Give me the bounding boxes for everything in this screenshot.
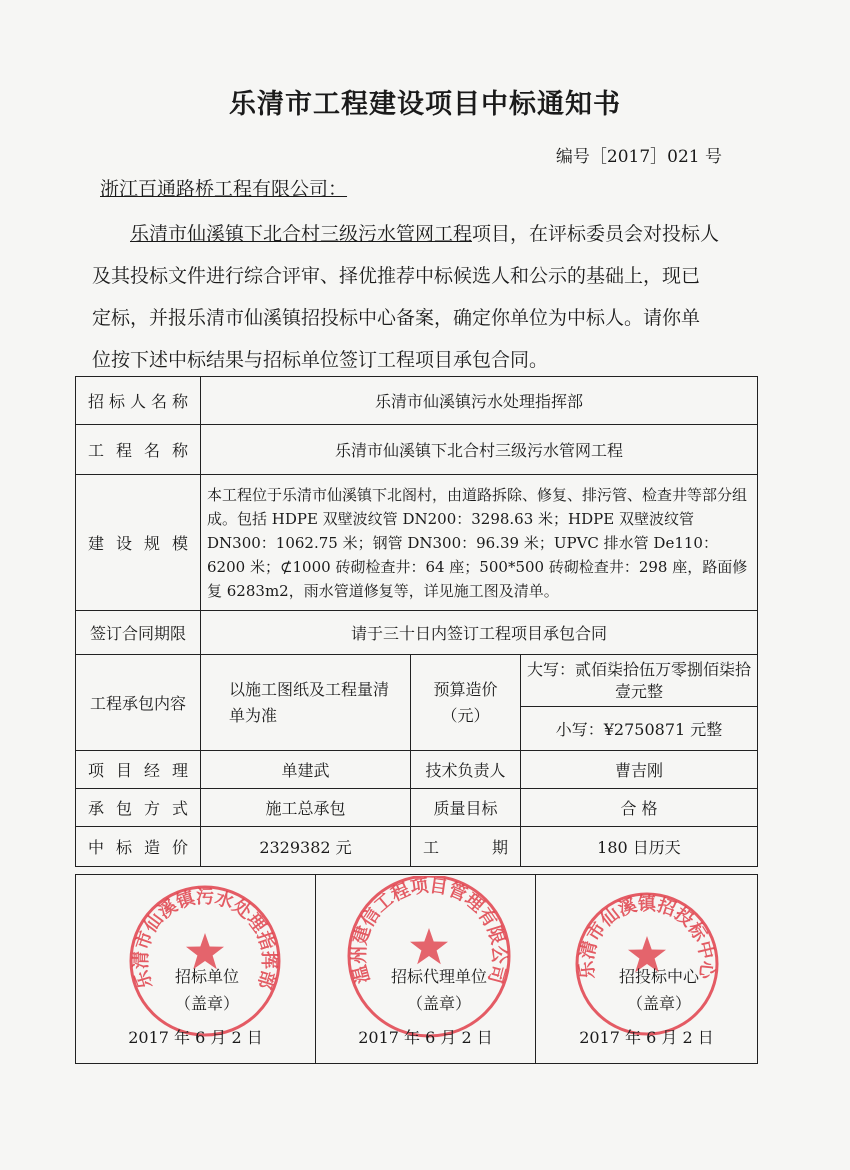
addressee-name: 浙江百通路桥工程有限公司 — [100, 178, 329, 200]
body-line1: 项目，在评标委员会对投标人 — [472, 223, 720, 245]
seal-date: 2017 年 6 月 2 日 — [128, 1028, 263, 1047]
sign-period-label: 签订合同期限 — [76, 611, 201, 655]
stamp-star-icon — [410, 928, 448, 964]
seal-cell-center — [537, 876, 756, 1062]
seal-unit-name: 招投标中心 — [618, 967, 699, 986]
document-title: 乐清市工程建设项目中标通知书 — [229, 89, 621, 120]
mode-label: 承包方式 — [76, 789, 201, 827]
project-value: 乐清市仙溪镇下北合村三级污水管网工程 — [201, 425, 758, 475]
budget-label: 预算造价（元） — [411, 655, 521, 751]
addressee — [100, 174, 347, 201]
price-value: 2329382 元 — [201, 827, 411, 867]
stamp-text: 乐清市仙溪镇污水处理指挥部 — [130, 886, 280, 992]
seal-cell-agent — [317, 876, 534, 1062]
stamp-text: 乐清市仙溪镇招投标中心 — [576, 893, 718, 980]
tenderer-value: 乐清市仙溪镇污水处理指挥部 — [201, 377, 758, 425]
period-value: 180 日历天 — [521, 827, 758, 867]
seal-sub-label: （盖章） — [174, 994, 239, 1013]
seal-table — [75, 874, 758, 1064]
budget-upper: 大写：贰佰柒拾伍万零捌佰柒拾壹元整 — [521, 655, 758, 707]
price-label: 中标造价 — [76, 827, 201, 867]
project-label: 工程名称 — [76, 425, 201, 475]
pm-label: 项目经理 — [76, 751, 201, 789]
seal-date: 2017 年 6 月 2 日 — [579, 1028, 714, 1047]
notice-body — [92, 213, 768, 381]
award-info-table — [75, 376, 758, 867]
seal-cell-tenderer — [77, 876, 314, 1062]
pm-value: 单建武 — [201, 751, 411, 789]
stamp-text: 温州建信工程项目管理有限公司 — [348, 876, 510, 986]
body-line4: 位按下述中标结果与招标单位签订工程项目承包合同。 — [92, 349, 549, 371]
seal-unit-name: 招标单位 — [174, 967, 239, 986]
scale-value: 本工程位于乐清市仙溪镇下北阁村，由道路拆除、修复、排污管、检查井等部分组成。包括 HDPE 双壁波纹管 DN200：3298.63 米；HDPE 双壁波纹管 DN300：1062.75 米；钢管 DN300：96.39 米；UPVC 排水管 De110：6200 米；⊄1000 砖砌检查井：64 座；500*500 砖砌检查井：298 座，路面修复 6283m2，雨水管道修复等，详见施工图及清单。 — [201, 475, 758, 611]
seal-label — [589, 964, 729, 1014]
period-label: 工期 — [411, 827, 521, 867]
seal-label — [369, 964, 509, 1014]
seal-date: 2017 年 6 月 2 日 — [358, 1028, 493, 1047]
content-label: 工程承包内容 — [76, 655, 201, 751]
content-value: 以施工图纸及工程量清单为准 — [201, 655, 411, 751]
body-project-name: 乐清市仙溪镇下北合村三级污水管网工程 — [130, 223, 473, 245]
seal-sub-label: （盖章） — [626, 994, 691, 1013]
scale-label: 建设规模 — [76, 475, 201, 611]
seal-unit-name: 招标代理单位 — [390, 967, 487, 986]
sign-period-value: 请于三十日内签订工程项目承包合同 — [201, 611, 758, 655]
addressee-colon: ： — [328, 178, 348, 200]
quality-label: 质量目标 — [411, 789, 521, 827]
tech-value: 曹吉刚 — [521, 751, 758, 789]
quality-value: 合 格 — [521, 789, 758, 827]
mode-value: 施工总承包 — [201, 789, 411, 827]
seal-label — [137, 964, 277, 1014]
body-line3: 定标，并报乐清市仙溪镇招投标中心备案，确定你单位为中标人。请你单 — [92, 307, 701, 329]
budget-lower: 小写：¥2750871 元整 — [521, 707, 758, 751]
seal-sub-label: （盖章） — [406, 994, 471, 1013]
document-number: 编号［2017］021 号 — [555, 147, 722, 167]
tenderer-label: 招标人名称 — [76, 377, 201, 425]
body-line2: 及其投标文件进行综合评审、择优推荐中标候选人和公示的基础上，现已 — [92, 265, 701, 287]
tech-label: 技术负责人 — [411, 751, 521, 789]
